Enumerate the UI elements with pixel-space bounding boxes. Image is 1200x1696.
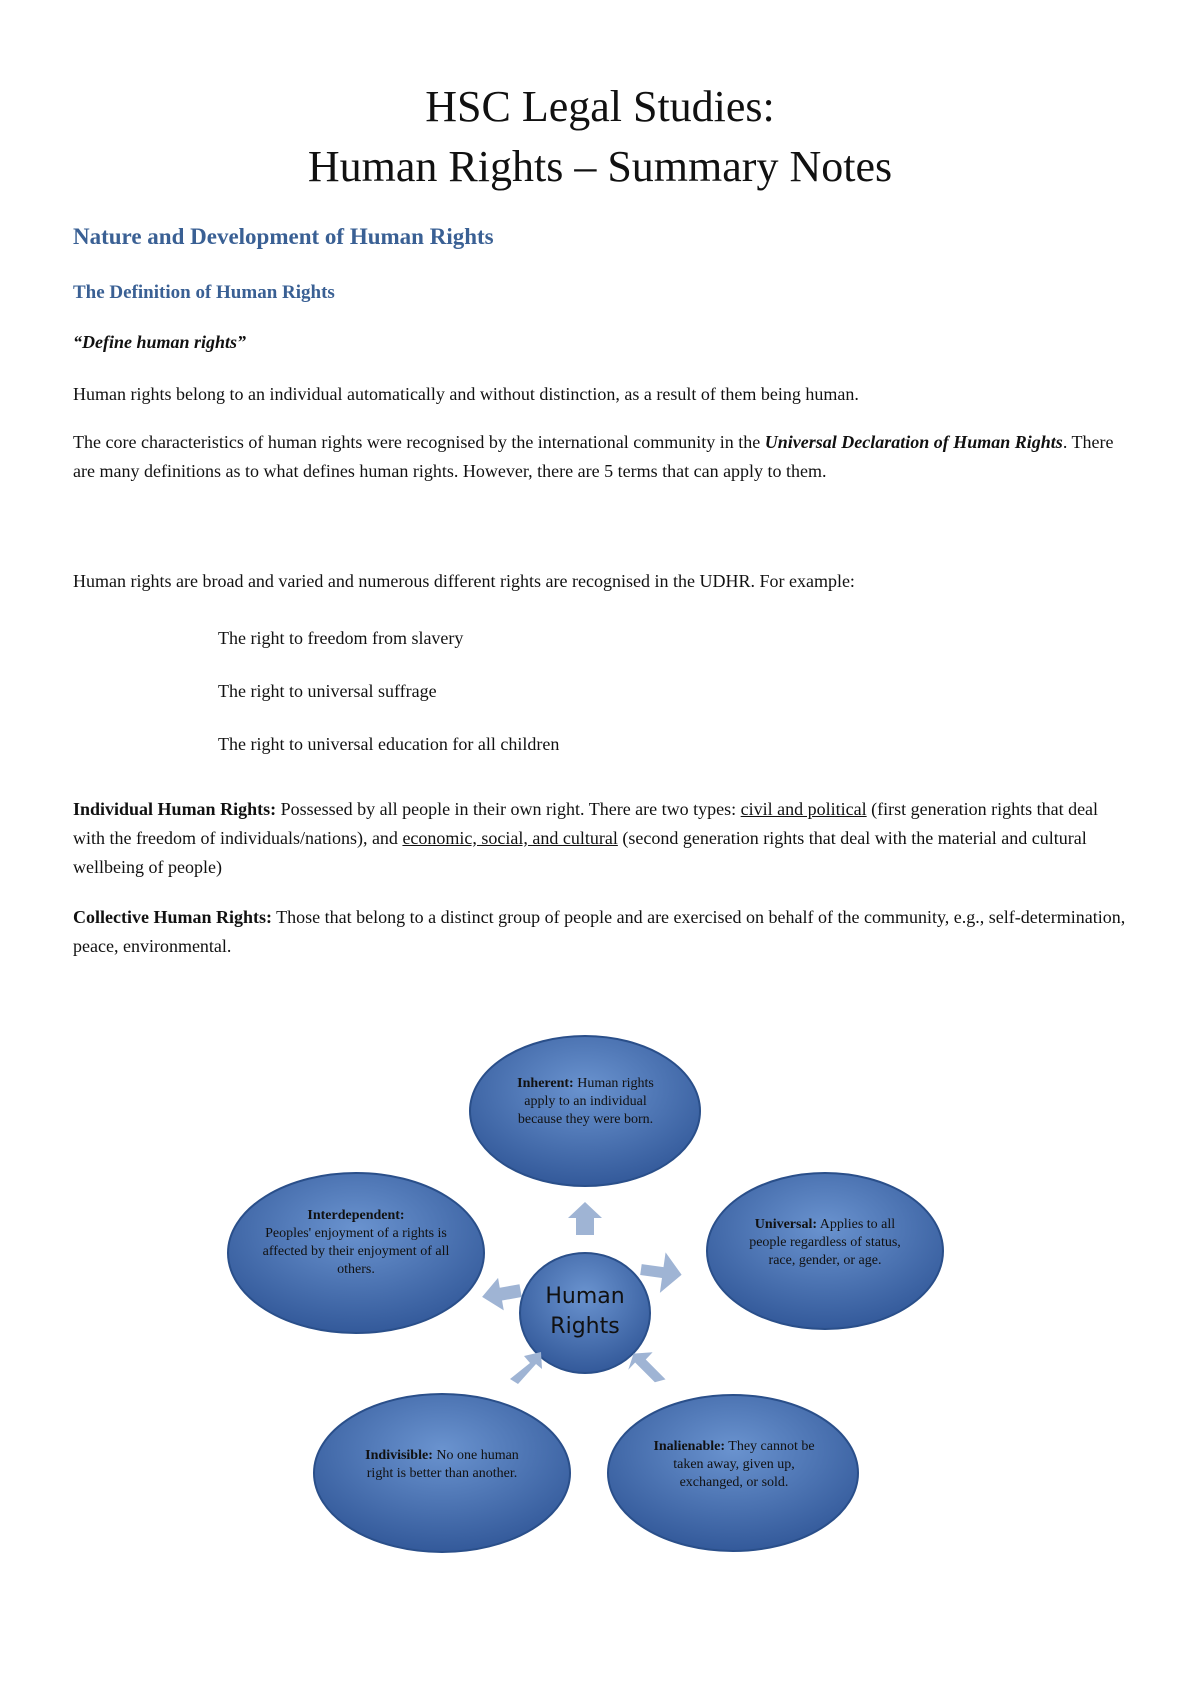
udhr-text-1: The core characteristics of human rights were recognised by the international community in the	[73, 432, 765, 452]
definition-paragraph: Human rights belong to an individual automatically and without distinction, as a result of them being human.	[73, 384, 859, 404]
node-desc: Applies to all people regardless of status, race, gender, or age.	[749, 1217, 901, 1268]
node-desc: They cannot be taken away, given up, exchanged, or sold.	[673, 1439, 815, 1490]
udhr-text-2: . There are many definitions as to what defines human rights. However, there are 5 terms that can apply to them.	[73, 432, 1114, 481]
economic-social-cultural-term: economic, social, and cultural	[402, 828, 618, 848]
node-desc: No one human right is better than another.	[366, 1448, 519, 1481]
node-label: Inalienable:	[653, 1439, 726, 1454]
center-label	[520, 1282, 650, 1342]
subsection-heading: The Definition of Human Rights	[73, 282, 335, 303]
collective-text: Those that belong to a distinct group of people and are exercised on behalf of the community, e.g., self-determination, peace, environmental.	[73, 907, 1126, 956]
collective-rights-label: Collective Human Rights:	[73, 907, 272, 927]
node-indivisible	[362, 1447, 522, 1483]
node-universal	[735, 1216, 915, 1270]
node-label: Universal:	[754, 1217, 818, 1232]
center-line1: Human	[545, 1284, 625, 1309]
document-title-line1: HSC Legal Studies:	[425, 82, 775, 131]
question-prompt: “Define human rights”	[73, 332, 247, 352]
example-right: The right to universal education for all children	[218, 734, 560, 754]
individual-rights-label: Individual Human Rights:	[73, 799, 277, 819]
section-heading: Nature and Development of Human Rights	[73, 224, 494, 249]
example-right: The right to universal suffrage	[218, 681, 437, 701]
document-title-line2: Human Rights – Summary Notes	[307, 142, 893, 191]
arrow-down-left-icon	[510, 1352, 542, 1384]
node-label: Interdependent:	[307, 1208, 405, 1223]
node-label: Inherent:	[517, 1076, 574, 1091]
arrow-left-icon	[479, 1274, 523, 1313]
node-inalienable	[645, 1438, 823, 1492]
center-line2: Rights	[550, 1314, 620, 1339]
individual-text-2: (first generation rights that deal with the freedom of individuals/nations), and	[73, 799, 1099, 848]
node-inherent	[508, 1075, 663, 1129]
civil-political-term: civil and political	[740, 799, 867, 819]
example-right: The right to freedom from slavery	[218, 628, 464, 648]
individual-text-1: Possessed by all people in their own right. There are two types:	[276, 799, 741, 819]
rights-intro-paragraph: Human rights are broad and varied and numerous different rights are recognised in the UDHR. For example:	[73, 571, 855, 591]
node-label: Indivisible:	[365, 1448, 433, 1463]
udhr-title: Universal Declaration of Human Rights	[764, 432, 1063, 452]
individual-text-3: (second generation rights that deal with the material and cultural wellbeing of people)	[73, 828, 1087, 877]
arrow-up-icon	[568, 1202, 602, 1235]
node-interdependent	[262, 1207, 450, 1279]
node-desc: Peoples' enjoyment of a rights is affected by their enjoyment of all others.	[262, 1226, 450, 1277]
node-desc: Human rights apply to an individual because they were born.	[517, 1076, 654, 1127]
